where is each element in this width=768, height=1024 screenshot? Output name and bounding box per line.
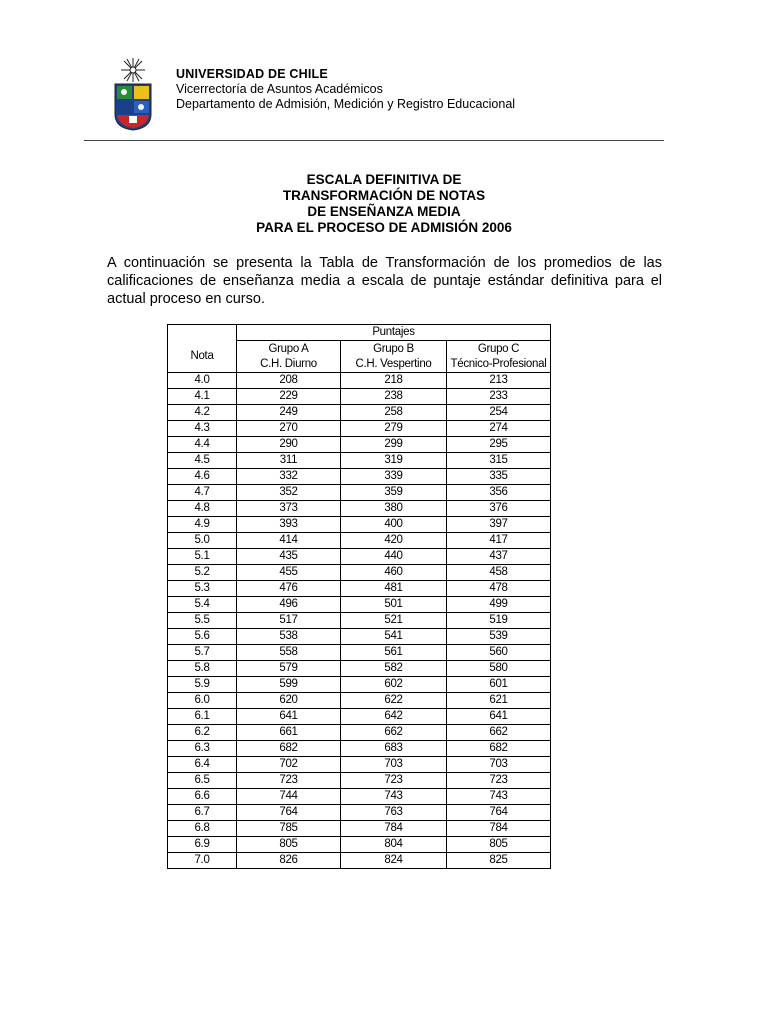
nota-cell: 4.3	[168, 421, 237, 437]
university-crest-logo	[107, 56, 159, 132]
group-a-header: Grupo A C.H. Diurno	[237, 341, 341, 373]
group-b-cell: 723	[341, 773, 447, 789]
group-c-cell: 621	[447, 693, 551, 709]
group-c-cell: 274	[447, 421, 551, 437]
table-row	[168, 789, 551, 805]
group-a-cell: 393	[237, 517, 341, 533]
nota-cell: 6.4	[168, 757, 237, 773]
university-name: UNIVERSIDAD DE CHILE	[176, 67, 328, 81]
group-a-cell: 270	[237, 421, 341, 437]
group-c-cell: 601	[447, 677, 551, 693]
group-c-cell: 376	[447, 501, 551, 517]
nota-cell: 5.4	[168, 597, 237, 613]
table-row	[168, 373, 551, 389]
puntajes-header: Puntajes	[237, 325, 551, 341]
group-b-cell: 602	[341, 677, 447, 693]
transformation-table	[167, 324, 551, 869]
nota-cell: 4.8	[168, 501, 237, 517]
group-a-cell: 558	[237, 645, 341, 661]
group-a-cell: 352	[237, 485, 341, 501]
title-line-4: PARA EL PROCESO DE ADMISIÓN 2006	[256, 220, 512, 235]
group-a-cell: 579	[237, 661, 341, 677]
nota-cell: 4.6	[168, 469, 237, 485]
nota-cell: 5.9	[168, 677, 237, 693]
vice-rectorate: Vicerrectoría de Asuntos Académicos	[176, 82, 383, 96]
group-a-cell: 476	[237, 581, 341, 597]
department: Departamento de Admisión, Medición y Registro Educacional	[176, 97, 516, 111]
table-row	[168, 437, 551, 453]
group-c-cell: 499	[447, 597, 551, 613]
table-row	[168, 629, 551, 645]
group-c-cell: 641	[447, 709, 551, 725]
table-row	[168, 853, 551, 869]
nota-cell: 6.8	[168, 821, 237, 837]
group-b-cell: 763	[341, 805, 447, 821]
intro-paragraph: A continuación se presenta la Tabla de Transformación de los promedios de las calificaciones de enseñanza media a escala de puntaje estándar definitiva para el actual proceso en curso.	[107, 255, 662, 307]
group-b-cell: 642	[341, 709, 447, 725]
group-b-cell: 359	[341, 485, 447, 501]
group-a-cell: 311	[237, 453, 341, 469]
nota-cell: 6.2	[168, 725, 237, 741]
nota-cell: 4.0	[168, 373, 237, 389]
group-b-cell: 440	[341, 549, 447, 565]
group-a-cell: 723	[237, 773, 341, 789]
nota-cell: 5.1	[168, 549, 237, 565]
group-c-cell: 784	[447, 821, 551, 837]
table-row	[168, 757, 551, 773]
group-c-cell: 519	[447, 613, 551, 629]
group-a-cell: 785	[237, 821, 341, 837]
nota-cell: 4.2	[168, 405, 237, 421]
nota-cell: 5.7	[168, 645, 237, 661]
nota-cell: 4.1	[168, 389, 237, 405]
group-a-cell: 373	[237, 501, 341, 517]
group-b-cell: 824	[341, 853, 447, 869]
header-divider	[84, 140, 664, 141]
table-row	[168, 677, 551, 693]
nota-cell: 5.5	[168, 613, 237, 629]
group-b-cell: 683	[341, 741, 447, 757]
table-row	[168, 533, 551, 549]
table-row	[168, 645, 551, 661]
group-b-cell: 279	[341, 421, 447, 437]
table-row	[168, 389, 551, 405]
group-c-cell: 437	[447, 549, 551, 565]
table-row	[168, 725, 551, 741]
group-b-cell: 743	[341, 789, 447, 805]
group-c-cell: 315	[447, 453, 551, 469]
nota-cell: 4.4	[168, 437, 237, 453]
group-c-cell: 539	[447, 629, 551, 645]
group-b-cell: 420	[341, 533, 447, 549]
group-c-cell: 478	[447, 581, 551, 597]
group-c-cell: 805	[447, 837, 551, 853]
group-a-cell: 764	[237, 805, 341, 821]
group-a-cell: 414	[237, 533, 341, 549]
nota-cell: 5.6	[168, 629, 237, 645]
group-a-cell: 826	[237, 853, 341, 869]
group-c-cell: 723	[447, 773, 551, 789]
group-c-cell: 743	[447, 789, 551, 805]
table-row	[168, 709, 551, 725]
group-a-cell: 641	[237, 709, 341, 725]
title-line-3: DE ENSEÑANZA MEDIA	[307, 204, 461, 219]
nota-header: Nota	[168, 341, 237, 373]
table-row	[168, 549, 551, 565]
group-a-cell: 496	[237, 597, 341, 613]
group-c-cell: 356	[447, 485, 551, 501]
table-row	[168, 405, 551, 421]
table-row	[168, 597, 551, 613]
group-a-cell: 682	[237, 741, 341, 757]
group-a-cell: 229	[237, 389, 341, 405]
group-b-cell: 258	[341, 405, 447, 421]
group-c-header: Grupo C Técnico-Profesional	[447, 341, 551, 373]
star-icon	[121, 58, 145, 82]
table-row	[168, 693, 551, 709]
nota-cell: 4.5	[168, 453, 237, 469]
group-c-cell: 703	[447, 757, 551, 773]
group-b-cell: 380	[341, 501, 447, 517]
group-b-cell: 541	[341, 629, 447, 645]
nota-cell: 7.0	[168, 853, 237, 869]
group-b-cell: 804	[341, 837, 447, 853]
nota-cell: 6.5	[168, 773, 237, 789]
nota-cell: 6.7	[168, 805, 237, 821]
group-a-cell: 702	[237, 757, 341, 773]
group-c-cell: 580	[447, 661, 551, 677]
group-a-cell: 620	[237, 693, 341, 709]
group-c-cell: 560	[447, 645, 551, 661]
group-b-cell: 561	[341, 645, 447, 661]
group-b-cell: 662	[341, 725, 447, 741]
group-b-cell: 703	[341, 757, 447, 773]
group-c-cell: 458	[447, 565, 551, 581]
group-b-cell: 521	[341, 613, 447, 629]
group-b-cell: 218	[341, 373, 447, 389]
table-row	[168, 741, 551, 757]
table-row	[168, 837, 551, 853]
group-b-cell: 339	[341, 469, 447, 485]
nota-cell: 6.6	[168, 789, 237, 805]
table-row	[168, 517, 551, 533]
nota-cell: 5.3	[168, 581, 237, 597]
group-c-cell: 825	[447, 853, 551, 869]
title-line-2: TRANSFORMACIÓN DE NOTAS	[282, 188, 486, 203]
group-c-cell: 335	[447, 469, 551, 485]
group-c-cell: 233	[447, 389, 551, 405]
group-c-cell: 417	[447, 533, 551, 549]
group-c-cell: 662	[447, 725, 551, 741]
nota-cell: 5.8	[168, 661, 237, 677]
group-b-cell: 501	[341, 597, 447, 613]
table-row	[168, 581, 551, 597]
group-a-cell: 599	[237, 677, 341, 693]
group-c-cell: 213	[447, 373, 551, 389]
table-row	[168, 421, 551, 437]
institution-header	[176, 67, 515, 112]
table-row	[168, 661, 551, 677]
document-title	[0, 172, 768, 236]
group-b-cell: 481	[341, 581, 447, 597]
group-a-cell: 538	[237, 629, 341, 645]
group-b-cell: 460	[341, 565, 447, 581]
group-b-cell: 238	[341, 389, 447, 405]
group-a-cell: 744	[237, 789, 341, 805]
group-a-cell: 208	[237, 373, 341, 389]
group-b-cell: 622	[341, 693, 447, 709]
nota-cell: 6.0	[168, 693, 237, 709]
title-line-1: ESCALA DEFINITIVA DE	[306, 172, 462, 187]
group-a-cell: 249	[237, 405, 341, 421]
group-b-cell: 582	[341, 661, 447, 677]
group-a-cell: 290	[237, 437, 341, 453]
group-a-cell: 455	[237, 565, 341, 581]
table-row	[168, 485, 551, 501]
group-c-cell: 397	[447, 517, 551, 533]
table-row	[168, 821, 551, 837]
group-a-cell: 435	[237, 549, 341, 565]
group-c-cell: 682	[447, 741, 551, 757]
group-a-cell: 332	[237, 469, 341, 485]
group-b-cell: 784	[341, 821, 447, 837]
table-row	[168, 613, 551, 629]
nota-cell: 5.2	[168, 565, 237, 581]
table-row	[168, 453, 551, 469]
nota-cell: 6.9	[168, 837, 237, 853]
table-row	[168, 469, 551, 485]
group-a-cell: 805	[237, 837, 341, 853]
group-b-header: Grupo B C.H. Vespertino	[341, 341, 447, 373]
table-row	[168, 565, 551, 581]
nota-cell: 4.7	[168, 485, 237, 501]
group-c-cell: 764	[447, 805, 551, 821]
group-a-cell: 517	[237, 613, 341, 629]
table-row	[168, 501, 551, 517]
table-row	[168, 805, 551, 821]
group-c-cell: 254	[447, 405, 551, 421]
table-row	[168, 773, 551, 789]
group-c-cell: 295	[447, 437, 551, 453]
group-b-cell: 400	[341, 517, 447, 533]
group-a-cell: 661	[237, 725, 341, 741]
nota-cell: 6.1	[168, 709, 237, 725]
group-b-cell: 319	[341, 453, 447, 469]
group-b-cell: 299	[341, 437, 447, 453]
nota-cell: 5.0	[168, 533, 237, 549]
corner-cell	[168, 325, 237, 341]
nota-cell: 6.3	[168, 741, 237, 757]
nota-cell: 4.9	[168, 517, 237, 533]
